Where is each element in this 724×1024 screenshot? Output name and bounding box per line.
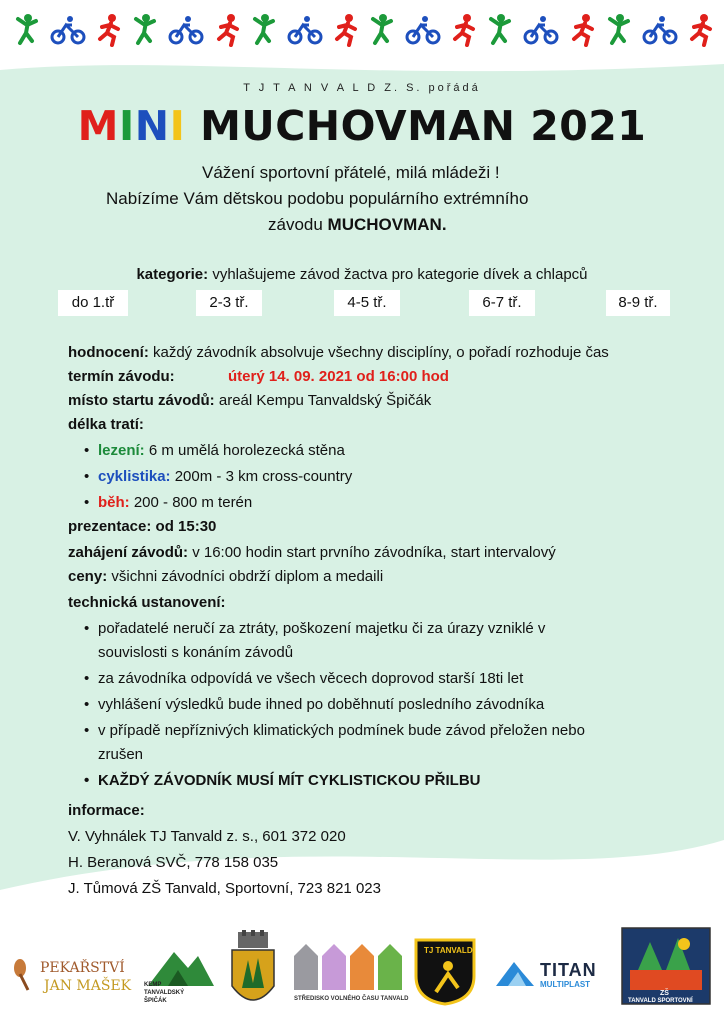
bicycle-blue-icon [642, 15, 678, 45]
bicycle-blue-icon [168, 15, 204, 45]
bicycle-blue-icon [523, 15, 559, 45]
categories-text: vyhlašujeme závod žactva pro kategorie dívek a chlapců [208, 266, 588, 283]
start-time-line: zahájení závodů: v 16:00 hodin start prvního závodníka, start intervalový [68, 544, 556, 561]
contacts-label: informace: [68, 802, 145, 819]
house-figures-icon [292, 942, 408, 992]
track-length-label: délka tratí: [68, 416, 144, 433]
climber-green-icon [606, 13, 632, 47]
registration-line: prezentace: od 15:30 [68, 518, 217, 535]
bicycle-blue-icon [405, 15, 441, 45]
intro-race-name: závodu MUCHOVMAN. [268, 215, 447, 234]
runner-red-icon [570, 13, 596, 47]
titan-multiplast-logo: TITAN MULTIPLAST [494, 958, 614, 998]
event-title [0, 102, 724, 150]
category-chip: 6-7 tř. [469, 290, 535, 316]
categories-label: kategorie: [136, 266, 209, 283]
bakery-logo: PEKAŘSTVÍ JAN MAŠEK [10, 952, 140, 1002]
title-rest: MUCHOVMAN 2021 [185, 102, 647, 150]
climber-green-icon [487, 13, 513, 47]
school-logo: ZŠ TANVALD SPORTOVNÍ [620, 924, 716, 1016]
helmet-rule: • KAŽDÝ ZÁVODNÍK MUSÍ MÍT CYKLISTICKOU PŘILBU [98, 772, 481, 789]
title-letter-m: M [77, 102, 119, 150]
bicycle-blue-icon [287, 15, 323, 45]
sports-club-logo: TJ TANVALD [412, 936, 478, 1006]
contact-line: H. Beranová SVČ, 778 158 035 [68, 854, 279, 871]
track-running: • běh: 200 - 800 m terén [98, 494, 252, 511]
camp-logo: KEMP TANVALDSKÝ ŠPIČÁK [144, 942, 218, 1014]
contact-line: V. Vyhnálek TJ Tanvald z. s., 601 372 020 [68, 828, 346, 845]
climber-green-icon [132, 13, 158, 47]
category-chip: 4-5 tř. [334, 290, 400, 316]
title-letter-i: I [118, 102, 135, 150]
runner-red-icon [96, 13, 122, 47]
race-date: úterý 14. 09. 2021 od 16:00 hod [228, 368, 449, 385]
track-cycling: • cyklistika: 200m - 3 km cross-country [98, 468, 352, 485]
wheat-icon [10, 958, 36, 992]
track-climbing: • lezení: 6 m umělá horolezecká stěna [98, 442, 345, 459]
climber-green-icon [369, 13, 395, 47]
bicycle-blue-icon [50, 15, 86, 45]
runner-red-icon [333, 13, 359, 47]
categories-line [0, 266, 724, 283]
prizes-line: ceny: všichni závodníci obdrží diplom a medaili [68, 568, 384, 585]
climber-green-icon [14, 13, 40, 47]
title-letter-n: N [134, 102, 170, 150]
sport-icon-row [14, 8, 714, 52]
runner-red-icon [451, 13, 477, 47]
titan-mountain-icon [494, 958, 536, 988]
technical-rules-label: technická ustanovení: [68, 594, 226, 611]
leisure-center-logo: STŘEDISKO VOLNÉHO ČASU TANVALD [292, 942, 412, 1014]
rule-item: • vyhlášení výsledků bude ihned po doběhnutí posledního závodníka [98, 696, 544, 713]
contact-line: J. Tůmová ZŠ Tanvald, Sportovní, 723 821 023 [68, 880, 381, 897]
runner-red-icon [215, 13, 241, 47]
rating-line: hodnocení: každý závodník absolvuje všechny disciplíny, o pořadí rozhoduje čas [68, 344, 609, 361]
rule-item: • za závodníka odpovídá ve všech věcech doprovod starší 18ti let [98, 670, 523, 687]
start-location-line: místo startu závodů: areál Kempu Tanvaldský Špičák [68, 392, 432, 409]
climber-green-icon [251, 13, 277, 47]
coat-of-arms-icon [230, 930, 276, 1014]
race-name: MUCHOVMAN. [327, 215, 447, 234]
intro-greeting: Vážení sportovní přátelé, milá mládeži ! [202, 163, 500, 182]
sponsor-logos [0, 922, 724, 1022]
rule-item: • v případě nepříznivých klimatických podmínek bude závod přeložen nebo [98, 722, 585, 739]
category-chip: 8-9 tř. [606, 290, 670, 316]
rule-item: • pořadatelé neručí za ztráty, poškození majetku či za úrazy vzniklé v [98, 620, 545, 637]
town-coat-of-arms [230, 930, 276, 1014]
date-line: termín závodu: úterý 14. 09. 2021 od 16:00 hod [68, 368, 449, 385]
organizer-line: T J T A N V A L D Z. S. pořádá [243, 82, 481, 94]
title-letter-i-yellow: I [169, 102, 186, 150]
runner-red-icon [688, 13, 714, 47]
category-chip: 2-3 tř. [196, 290, 262, 316]
rule-item-continuation: zrušen [98, 746, 144, 763]
category-chip: do 1.tř [58, 290, 128, 316]
rule-item-continuation: souvislosti s konáním závodů [98, 644, 294, 661]
intro-offer: Nabízíme Vám dětskou podobu populárního extrémního [106, 189, 529, 208]
